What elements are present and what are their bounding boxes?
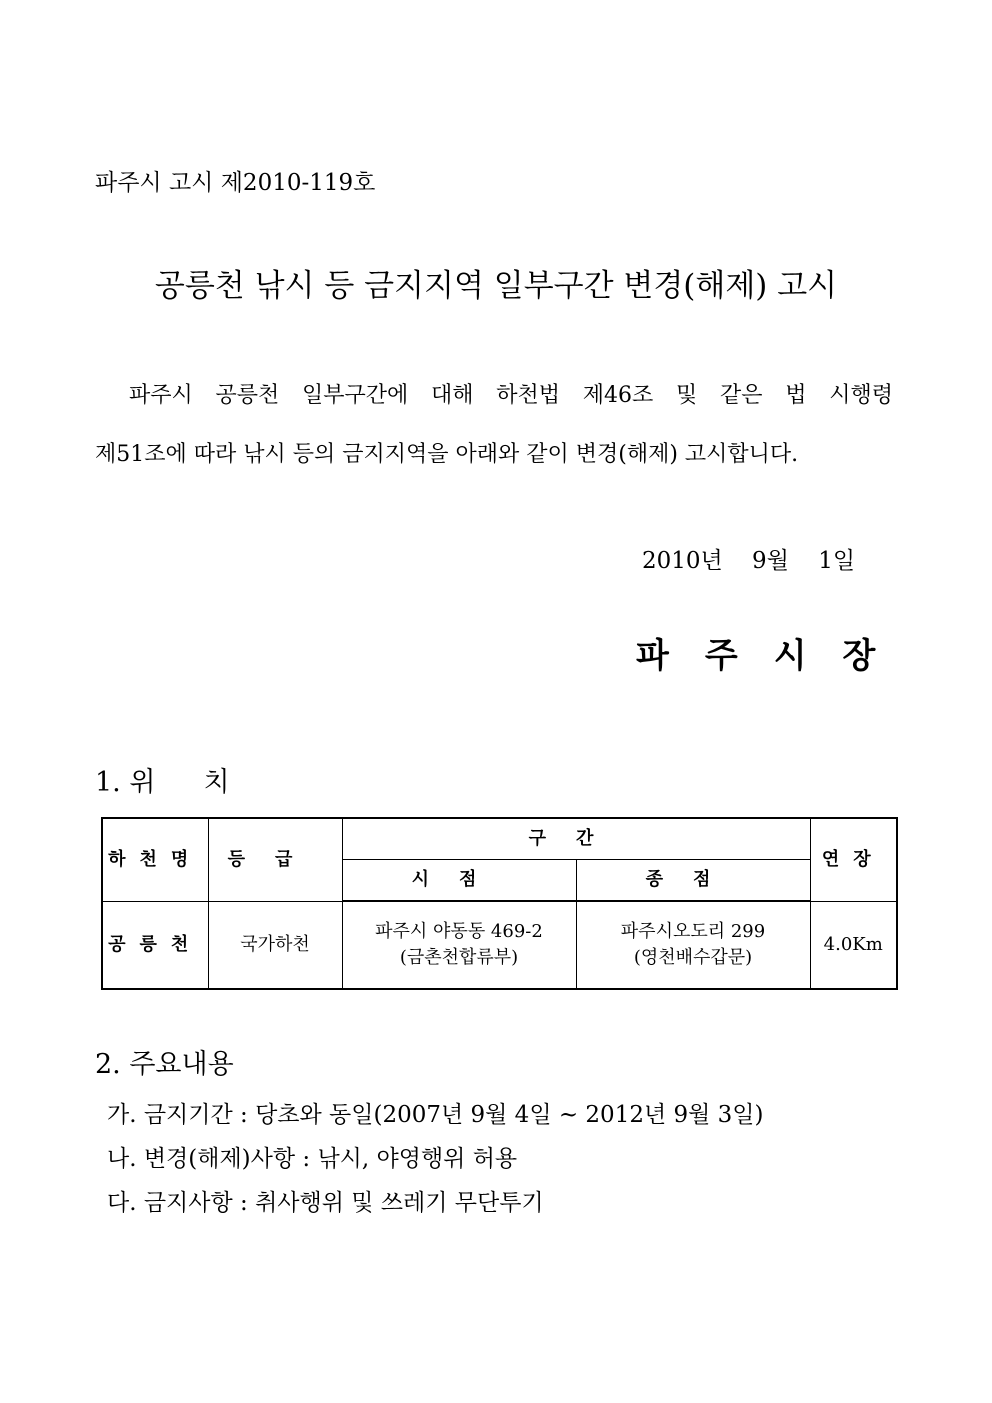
table-header-row [102,818,897,860]
cell-start-line-1: 파주시 야동동 469-2 [375,921,543,942]
content-item-2: 나. 변경(해제)사항 : 낚시, 야영행위 허용 [107,1146,518,1172]
content-item-1: 가. 금지기간 : 당초와 동일(2007년 9월 4일 ~ 2012년 9월 3일) [107,1102,764,1128]
cell-grade: 국가하천 [208,901,342,989]
cell-start [342,901,576,989]
section-1-title-a: 위 [129,767,156,798]
issuer-name: 파주시장 [636,636,912,676]
header-river-name: 하천명 [102,818,208,901]
section-1-number: 1. [95,767,121,798]
cell-start-line-2: (금촌천합류부) [399,947,519,968]
document-title: 공릉천 낚시 등 금지지역 일부구간 변경(해제) 고시 [154,268,838,304]
header-length: 연장 [810,818,897,901]
content-item-3: 다. 금지사항 : 취사행위 및 쓰레기 무단투기 [107,1190,544,1216]
section-1-heading [95,760,230,799]
body-paragraph-line-1 [95,378,893,409]
cell-river-name: 공릉천 [102,901,208,989]
body-paragraph-line-2: 제51조에 따라 낚시 등의 금지지역을 아래와 같이 변경(해제) 고시합니다. [95,442,799,467]
section-1-title-b: 치 [203,767,230,798]
header-end: 종점 [576,860,810,902]
header-start: 시점 [342,860,576,902]
cell-end [576,901,810,989]
table-row [102,901,897,989]
document-date: 2010년 9월 1일 [642,548,856,574]
cell-end-line-1: 파주시오도리 299 [620,921,766,942]
header-section: 구간 [342,818,810,860]
cell-length: 4.0Km [810,901,897,989]
header-grade: 등급 [208,818,342,901]
body-paragraph-line-1-text: 파주시 공릉천 일부구간에 대해 하천법 제46조 및 같은 법 시행령 [129,383,893,408]
notice-number: 파주시 고시 제2010-119호 [95,170,376,196]
location-table [101,817,898,990]
section-2-heading: 2. 주요내용 [95,1049,234,1080]
cell-end-line-2: (영천배수갑문) [633,947,753,968]
